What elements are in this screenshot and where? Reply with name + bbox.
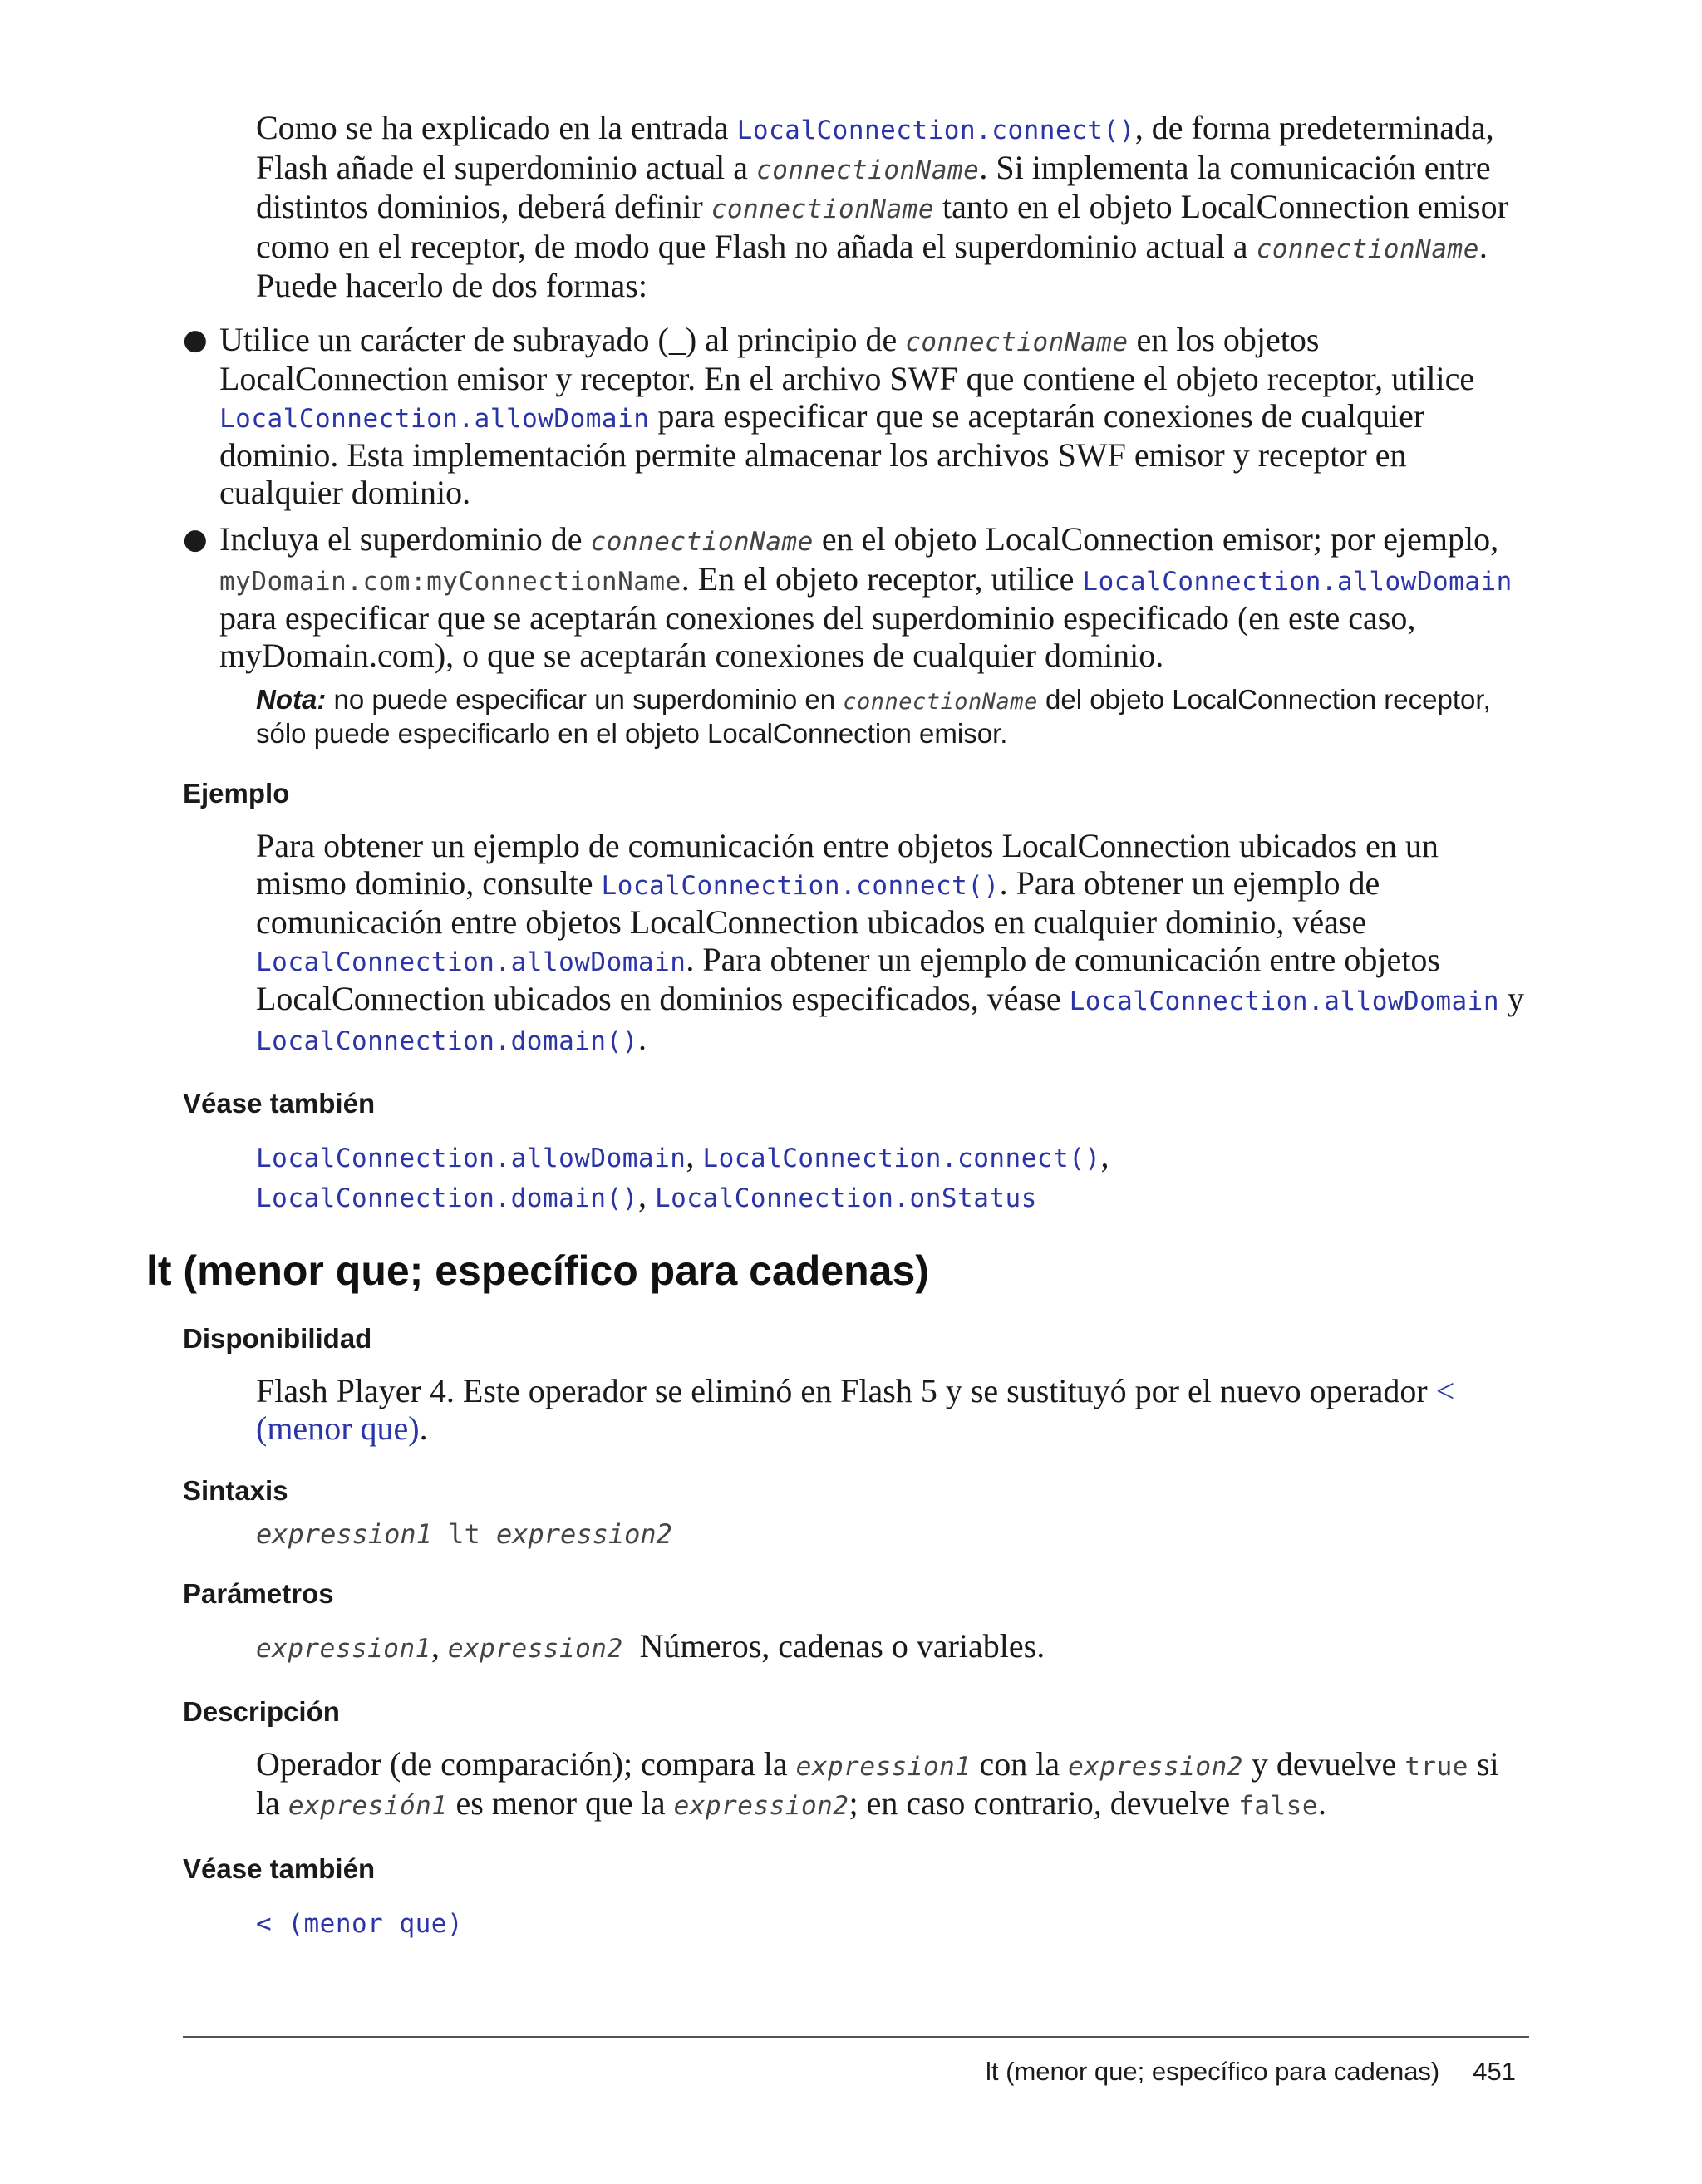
separator: ,	[637, 1176, 655, 1214]
text: . En el objeto receptor, utilice	[681, 559, 1083, 598]
text: . Si implementa la comunicación entre distintos dominios, deberá definir	[256, 148, 1491, 225]
separator: ,	[686, 1137, 703, 1174]
code-connectionname: connectionName	[590, 527, 814, 557]
code-false: false	[1238, 1791, 1318, 1821]
link-localconnection-connect[interactable]: LocalConnection.connect()	[702, 1144, 1101, 1173]
param-expression2: expression2	[447, 1634, 623, 1664]
text: en los objetos LocalConnection emisor y receptor. En el archivo SWF que contiene el objeto receptor, utilice	[219, 320, 1475, 397]
note-label: Nota:	[256, 684, 327, 715]
syntax-operand-2: expression2	[495, 1518, 672, 1550]
text: Utilice un carácter de subrayado (_) al principio de	[219, 320, 906, 358]
see-also-heading-2: Véase también	[183, 1852, 376, 1884]
text: en el objeto LocalConnection emisor; por ejemplo,	[813, 520, 1499, 558]
text: . Para obtener un ejemplo de comunicación entre objetos LocalConnection ubicados en cualquier dominio, véase	[256, 863, 1380, 941]
text: del objeto LocalConnection receptor, sólo puede especificarlo en el objeto LocalConnection emisor.	[256, 684, 1491, 749]
text: . Para obtener un ejemplo de comunicación entre objetos LocalConnection ubicados en dominios especificados, véase	[256, 940, 1440, 1017]
text: Incluya el superdominio de	[219, 520, 591, 558]
see-also-links	[256, 1138, 1529, 1217]
code-expression2: expression2	[673, 1791, 849, 1821]
note-paragraph	[256, 684, 1529, 750]
syntax-line	[256, 1518, 1529, 1550]
link-menor-que[interactable]: < (menor que)	[256, 1908, 464, 1939]
page-footer	[986, 2057, 1516, 2087]
param-description: Números, cadenas o variables.	[622, 1627, 1045, 1665]
code-expression1: expression1	[795, 1751, 972, 1782]
text: no puede especificar un superdominio en	[326, 684, 844, 715]
intro-paragraph	[256, 110, 1529, 305]
link-allowdomain[interactable]: LocalConnection.allowDomain	[256, 947, 686, 977]
text: .	[419, 1409, 428, 1447]
bullet-item	[183, 521, 1529, 674]
link-onstatus[interactable]: LocalConnection.onStatus	[654, 1183, 1037, 1213]
text: ; en caso contrario, devuelve	[849, 1784, 1239, 1822]
code-true: true	[1404, 1751, 1468, 1782]
text: si la	[256, 1744, 1499, 1822]
link-allowdomain[interactable]: LocalConnection.allowDomain	[256, 1144, 686, 1173]
code-connectionname: connectionName	[711, 194, 934, 224]
code-connectionname: connectionName	[905, 327, 1129, 357]
param-expression1: expression1	[256, 1634, 431, 1664]
text: , de forma predeterminada, Flash añade el superdominio actual a	[256, 109, 1494, 186]
separator: ,	[430, 1627, 448, 1665]
code-connectionname: connectionName	[756, 155, 980, 185]
example-paragraph	[256, 828, 1529, 1060]
link-allowdomain[interactable]: LocalConnection.allowDomain	[1082, 566, 1513, 597]
link-allowdomain[interactable]: LocalConnection.allowDomain	[1069, 986, 1500, 1016]
separator: ,	[1100, 1137, 1109, 1174]
link-domain[interactable]: LocalConnection.domain()	[256, 1183, 638, 1213]
syntax-heading: Sintaxis	[183, 1475, 288, 1506]
availability-heading: Disponibilidad	[183, 1323, 372, 1354]
link-domain[interactable]: LocalConnection.domain()	[256, 1026, 638, 1056]
code-expresion1: expresión1	[288, 1791, 448, 1821]
link-allowdomain[interactable]: LocalConnection.allowDomain	[219, 403, 650, 434]
parameters-heading: Parámetros	[183, 1578, 334, 1609]
bullet-dot-icon: ●	[183, 523, 208, 556]
code-expression2: expression2	[1068, 1751, 1243, 1782]
link-localconnection-connect[interactable]: LocalConnection.connect()	[601, 870, 1000, 901]
text: Flash Player 4. Este operador se eliminó en Flash 5 y se sustituyó por el nuevo operador	[256, 1372, 1436, 1409]
link-menor-que[interactable]: < (menor que)	[256, 1372, 1455, 1447]
syntax-operator: lt	[431, 1518, 496, 1550]
description-paragraph	[256, 1746, 1529, 1825]
text: para especificar que se aceptarán conexiones del superdominio especificado (en este caso, myDomain.com), o que se aceptarán conexiones de cualquier dominio.	[219, 599, 1416, 674]
text: tanto en el objeto LocalConnection emisor como en el receptor, de modo que Flash no añada el superdominio actual a	[256, 188, 1508, 265]
description-heading: Descripción	[183, 1695, 340, 1727]
see-also-heading: Véase también	[183, 1088, 376, 1119]
section-title: lt (menor que; específico para cadenas)	[146, 1247, 929, 1294]
page-number: 451	[1473, 2057, 1516, 2086]
code-example-name: myDomain.com:myConnectionName	[219, 566, 681, 597]
text: .	[637, 1019, 647, 1057]
text: es menor que la	[447, 1784, 674, 1822]
availability-paragraph	[256, 1373, 1529, 1447]
text: y	[1499, 980, 1525, 1017]
text: Como se ha explicado en la entrada	[256, 109, 737, 146]
bullet-item	[183, 322, 1529, 512]
text: .	[1318, 1784, 1326, 1822]
footer-rule	[183, 2036, 1529, 2038]
see-also-links-2	[256, 1903, 1529, 1943]
footer-title: lt (menor que; específico para cadenas)	[986, 2057, 1440, 2086]
example-heading: Ejemplo	[183, 778, 290, 809]
syntax-operand-1: expression1	[256, 1518, 432, 1550]
link-localconnection-connect[interactable]: LocalConnection.connect()	[736, 116, 1135, 145]
page-content	[146, 109, 1529, 1942]
text: para especificar que se aceptarán conexiones de cualquier dominio. Esta implementación permite almacenar los archivos SWF emisor y receptor en cualquier dominio.	[219, 396, 1425, 511]
text: y devuelve	[1242, 1744, 1405, 1783]
text: . Puede hacerlo de dos formas:	[256, 227, 1488, 304]
code-connectionname: connectionName	[1256, 234, 1479, 264]
text: Para obtener un ejemplo de comunicación entre objetos LocalConnection ubicados en un mismo dominio, consulte	[256, 827, 1439, 902]
parameters-paragraph	[256, 1628, 1529, 1668]
text: Operador (de comparación); compara la	[256, 1744, 796, 1783]
bullet-dot-icon: ●	[183, 322, 208, 357]
bullet-list	[183, 322, 1529, 675]
code-connectionname: connectionName	[843, 689, 1038, 715]
text: con la	[971, 1744, 1069, 1783]
